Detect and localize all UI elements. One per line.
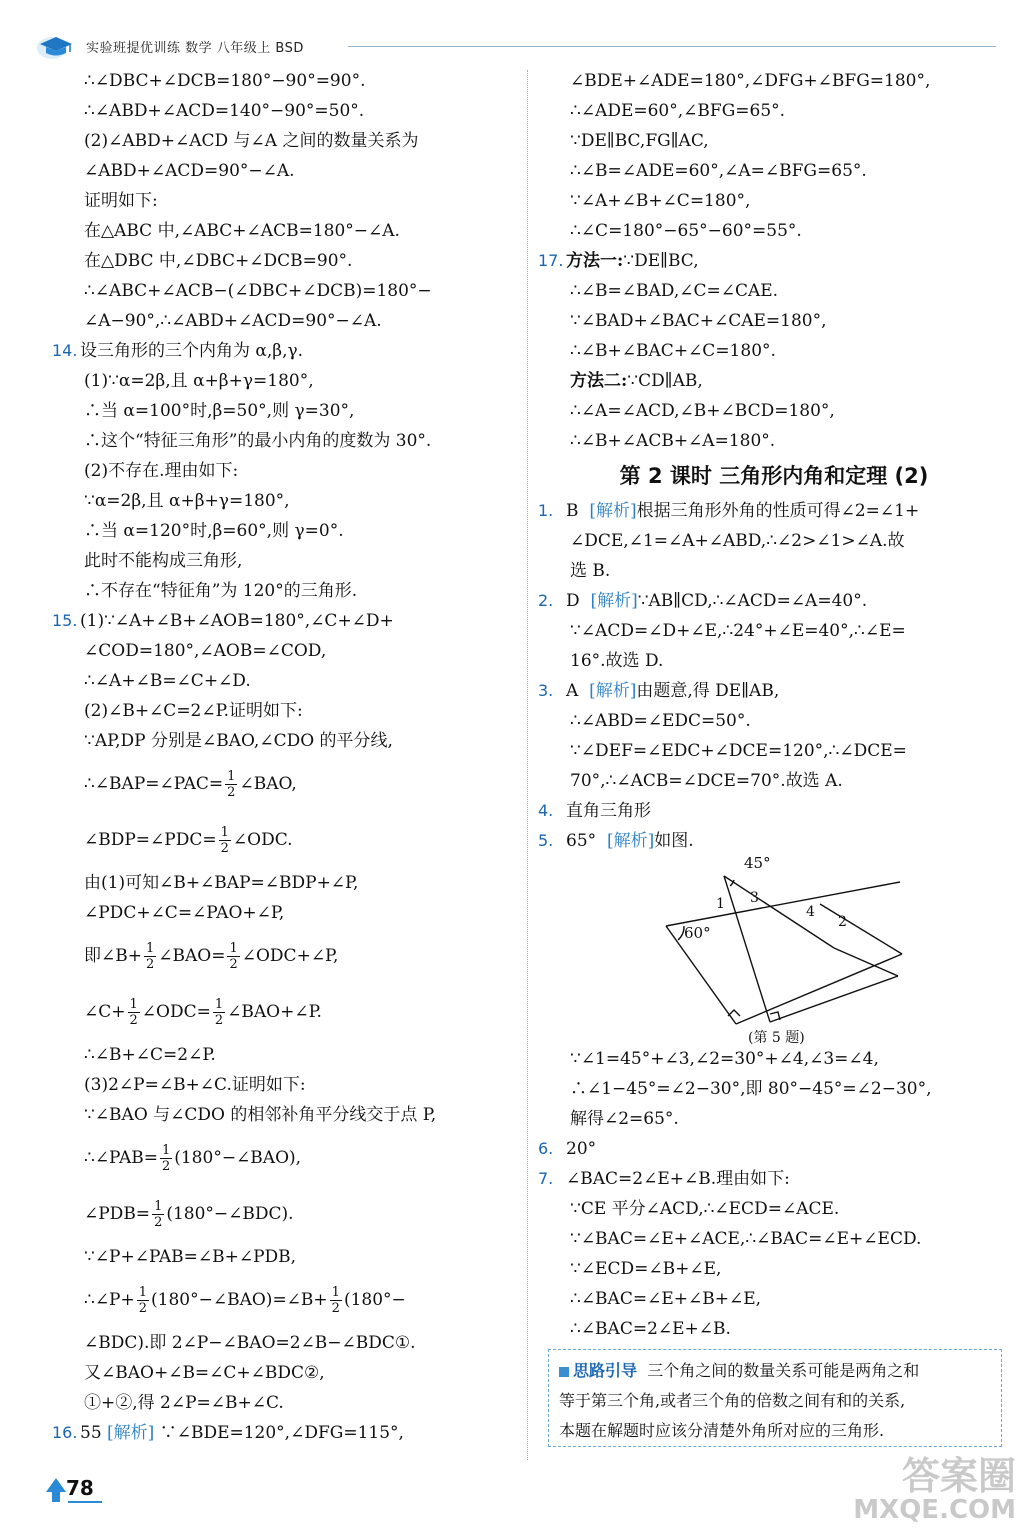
fraction: $\frac{1}{2}$ xyxy=(138,1285,148,1316)
question-number: 17. xyxy=(538,251,564,270)
angle-label-1: 1 xyxy=(716,896,725,912)
text-line: ∠PDC+∠C=∠PAO+∠P, xyxy=(84,903,285,923)
text-line: 此时不能构成三角形, xyxy=(84,551,243,571)
text-line: ∵∠DEF=∠EDC+∠DCE=120°,∴∠DCE= xyxy=(570,741,907,761)
analysis-tag: [解析] xyxy=(107,1423,155,1443)
text-line: ∠ABD+∠ACD=90°−∠A. xyxy=(84,161,295,181)
question-number: 6. xyxy=(538,1139,554,1158)
text-line: ∴当 α=100°时,β=50°,则 γ=30°, xyxy=(84,401,355,421)
question-number: 16. xyxy=(52,1423,78,1442)
answer-3: 3. A [解析]由题意,得 DE∥AB, xyxy=(538,676,1010,706)
text-line: ∴∠1−45°=∠2−30°,即 80°−45°=∠2−30°, xyxy=(570,1079,932,1099)
tip-line: 思路引导 三个角之间的数量关系可能是两角之和 xyxy=(559,1356,991,1386)
figure-caption: (第 5 题) xyxy=(748,1030,805,1044)
method-label: 方法一: xyxy=(566,251,624,271)
text-line: ∵α=2β,且 α+β+γ=180°, xyxy=(84,491,290,511)
column-divider xyxy=(527,70,528,1460)
text-line: ∴∠BAC=2∠E+∠B. xyxy=(570,1319,731,1339)
question-16 xyxy=(52,1418,522,1448)
answer-4 xyxy=(538,796,1010,826)
text-line: 在△DBC 中,∠DBC+∠DCB=90°. xyxy=(84,251,353,271)
question-15 xyxy=(52,606,522,636)
answer: 直角三角形 xyxy=(566,801,651,821)
text-line: 70°,∴∠ACB=∠DCE=70°.故选 A. xyxy=(570,771,843,791)
text-line: ∵CE 平分∠ACD,∴∠ECD=∠ACE. xyxy=(570,1199,840,1219)
fraction: $\frac{1}{2}$ xyxy=(145,941,155,972)
fraction: $\frac{1}{2}$ xyxy=(129,997,138,1028)
fraction: $\frac{1}{2}$ xyxy=(229,941,238,972)
text-line: 选 B. xyxy=(570,561,611,581)
answer: B xyxy=(566,501,579,521)
equation-line: ∴∠PAB= $\frac{1}{2}$ (180°−∠BAO), xyxy=(84,1143,302,1174)
text-line: 证明如下: xyxy=(84,191,158,211)
section-title: 第 2 课时 三角形内角和定理 (2) xyxy=(619,464,929,488)
text-line: ∠DCE,∠1=∠A+∠ABD,∴∠2>∠1>∠A.故 xyxy=(570,531,905,551)
text-line: (3)2∠P=∠B+∠C.证明如下: xyxy=(84,1075,306,1095)
text-line: ∠BDE+∠ADE=180°,∠DFG+∠BFG=180°, xyxy=(570,71,931,91)
graduation-cap-icon xyxy=(36,32,76,60)
text-line: ∴不存在“特征角”为 120°的三角形. xyxy=(84,581,358,601)
text-line: 在△ABC 中,∠ABC+∠ACB=180°−∠A. xyxy=(84,221,400,241)
tip-line: 本题在解题时应该分清楚外角所对应的三角形. xyxy=(559,1421,885,1440)
angle-label-45: 45° xyxy=(744,856,771,872)
text-line: ∴∠ADE=60°,∠BFG=65°. xyxy=(570,101,786,121)
angle-label-3: 3 xyxy=(750,890,759,906)
angle-label-4: 4 xyxy=(806,904,815,920)
thinking-guide-box xyxy=(548,1349,1002,1447)
question-14 xyxy=(52,336,522,366)
header-rule xyxy=(348,46,996,47)
question-17: 17. 方法一:∵DE∥BC, xyxy=(538,246,1010,276)
question-number: 5. xyxy=(538,831,554,850)
text-line: ∴∠B=∠BAD,∠C=∠CAE. xyxy=(570,281,779,301)
angle-label-60: 60° xyxy=(684,924,711,942)
text-line: ∵∠BAC=∠E+∠ACE,∴∠BAC=∠E+∠ECD. xyxy=(570,1229,922,1249)
text-line: ∵DE∥BC,FG∥AC, xyxy=(570,131,709,151)
triangle-diagram xyxy=(538,856,1010,1044)
fraction: $\frac{1}{2}$ xyxy=(227,769,236,800)
text-line: ∠A−90°,∴∠ABD+∠ACD=90°−∠A. xyxy=(84,311,382,331)
text-line: ∴∠DBC+∠DCB=180°−90°=90°. xyxy=(84,71,366,91)
text-line: 又∠BAO+∠B=∠C+∠BDC②, xyxy=(84,1363,325,1383)
equation-line: ∴∠P+ $\frac{1}{2}$ (180°−∠BAO)=∠B+ $\frac{1}{2}$ (180°− xyxy=(84,1285,406,1316)
page-header xyxy=(36,30,996,64)
fraction: $\frac{1}{2}$ xyxy=(161,1143,171,1174)
question-number: 1. xyxy=(538,501,554,520)
text-line: ∠BDC).即 2∠P−∠BAO=2∠B−∠BDC①. xyxy=(84,1333,416,1353)
right-column xyxy=(538,66,1010,1344)
text-line: ∵∠ACD=∠D+∠E,∴24°+∠E=40°,∴∠E= xyxy=(570,621,906,641)
text-line: 16°.故选 D. xyxy=(570,651,664,671)
text-line: ∵∠1=45°+∠3,∠2=30°+∠4,∠3=∠4, xyxy=(570,1049,879,1069)
left-column xyxy=(52,66,522,1448)
question-number: 2. xyxy=(538,591,554,610)
text-line: 设三角形的三个内角为 α,β,γ. xyxy=(80,341,304,361)
book-title: 实验班提优训练 数学 八年级上 BSD xyxy=(86,41,304,56)
text-line: ∠COD=180°,∠AOB=∠COD, xyxy=(84,641,327,661)
text-line: ∵∠P+∠PAB=∠B+∠PDB, xyxy=(84,1247,297,1267)
text-line: (1)∵∠A+∠B+∠AOB=180°,∠C+∠D+ xyxy=(80,611,394,631)
text-line: ①+②,得 2∠P=∠B+∠C. xyxy=(84,1393,284,1413)
page-number-badge xyxy=(46,1474,102,1504)
equation-line: 即∠B+ $\frac{1}{2}$ ∠BAO= $\frac{1}{2}$ ∠ODC+∠P, xyxy=(84,941,339,972)
equation-line: ∠PDB= $\frac{1}{2}$ (180°−∠BDC). xyxy=(84,1199,294,1230)
analysis-tag: [解析] xyxy=(589,501,637,521)
tip-label: 思路引导 xyxy=(573,1361,638,1380)
analysis-tag: [解析] xyxy=(606,831,655,851)
text-line: ∵∠A+∠B+∠C=180°, xyxy=(570,191,751,211)
text-line: ∴∠A=∠ACD,∠B+∠BCD=180°, xyxy=(570,401,835,421)
question-number: 14. xyxy=(52,341,78,360)
text-line: ∴∠C=180°−65°−60°=55°. xyxy=(570,221,802,241)
fraction: $\frac{1}{2}$ xyxy=(220,825,229,856)
equation-line: ∠BDP=∠PDC= $\frac{1}{2}$ ∠ODC. xyxy=(84,825,293,856)
answer-6 xyxy=(538,1134,1010,1164)
fraction: $\frac{1}{2}$ xyxy=(154,1199,163,1230)
text-line: (2)不存在.理由如下: xyxy=(84,461,239,481)
text-line: ∵∠ECD=∠B+∠E, xyxy=(570,1259,722,1279)
text-line: ∴∠ABD=∠EDC=50°. xyxy=(570,711,751,731)
text-line: ∵AP,DP 分别是∠BAO,∠CDO 的平分线, xyxy=(84,731,393,751)
answer-2: 2. D [解析]∵AB∥CD,∴∠ACD=∠A=40°. xyxy=(538,586,1010,616)
text-line: ∴∠B=∠ADE=60°,∠A=∠BFG=65°. xyxy=(570,161,867,181)
text-line: (2)∠B+∠C=2∠P.证明如下: xyxy=(84,701,303,721)
fraction: $\frac{1}{2}$ xyxy=(331,1285,340,1316)
text-line: ∵∠BDE=120°,∠DFG=115°, xyxy=(159,1423,404,1443)
analysis-tag: [解析] xyxy=(589,681,637,701)
fraction: $\frac{1}{2}$ xyxy=(214,997,224,1028)
answer: 55 xyxy=(80,1423,102,1443)
text-line: ∴∠BAC=∠E+∠B+∠E, xyxy=(570,1289,762,1309)
answer-5: 5. 65° [解析]如图. xyxy=(538,826,1010,856)
equation-line: ∠C+ $\frac{1}{2}$ ∠ODC= $\frac{1}{2}$ ∠BAO+∠P. xyxy=(84,997,322,1028)
text-line: ∵∠BAO 与∠CDO 的相邻补角平分线交于点 P, xyxy=(84,1105,437,1125)
text-line: (2)∠ABD+∠ACD 与∠A 之间的数量关系为 xyxy=(84,131,419,151)
text-line: ∴∠A+∠B=∠C+∠D. xyxy=(84,671,251,691)
question-number: 15. xyxy=(52,611,78,630)
watermark: 答案圈 MXQE.COM xyxy=(853,1454,1016,1525)
tip-marker-icon xyxy=(559,1367,569,1377)
text-line: ∴∠B+∠BAC+∠C=180°. xyxy=(570,341,776,361)
method-line: 方法二:∵CD∥AB, xyxy=(570,371,703,391)
text-line: ∴当 α=120°时,β=60°,则 γ=0°. xyxy=(84,521,344,541)
analysis-tag: [解析] xyxy=(590,591,638,611)
text-line: 解得∠2=65°. xyxy=(570,1109,679,1129)
answer-1: 1. B [解析]根据三角形外角的性质可得∠2=∠1+ xyxy=(538,496,1010,526)
answer: A xyxy=(566,681,579,701)
text-line: ∴∠B+∠C=2∠P. xyxy=(84,1045,216,1065)
text-line: 由(1)可知∠B+∠BAP=∠BDP+∠P, xyxy=(84,873,359,893)
angle-label-2: 2 xyxy=(838,914,847,930)
q5-figure xyxy=(538,856,1010,1044)
question-number: 4. xyxy=(538,801,554,820)
text-line: ∴∠ABD+∠ACD=140°−90°=50°. xyxy=(84,101,365,121)
text-line: (1)∵α=2β,且 α+β+γ=180°, xyxy=(84,371,314,391)
method-label: 方法二: xyxy=(570,371,628,391)
equation-line: ∴∠BAP=∠PAC= $\frac{1}{2}$ ∠BAO, xyxy=(84,769,297,800)
answer: 65° xyxy=(566,831,597,851)
tip-line: 等于第三个角,或者三个角的倍数之间有和的关系, xyxy=(559,1391,906,1410)
question-number: 7. xyxy=(538,1169,554,1188)
text-line: ∴∠ABC+∠ACB−(∠DBC+∠DCB)=180°− xyxy=(84,281,432,301)
text-line: ∵∠BAD+∠BAC+∠CAE=180°, xyxy=(570,311,827,331)
question-number: 3. xyxy=(538,681,554,700)
page-number: 78 xyxy=(66,1476,94,1500)
answer: 20° xyxy=(566,1139,597,1159)
answer: D xyxy=(566,591,580,611)
text-line: ∴这个“特征三角形”的最小内角的度数为 30°. xyxy=(84,431,432,451)
text-line: ∴∠B+∠ACB+∠A=180°. xyxy=(570,431,776,451)
answer-7: 7. ∠BAC=2∠E+∠B.理由如下: xyxy=(538,1164,1010,1194)
